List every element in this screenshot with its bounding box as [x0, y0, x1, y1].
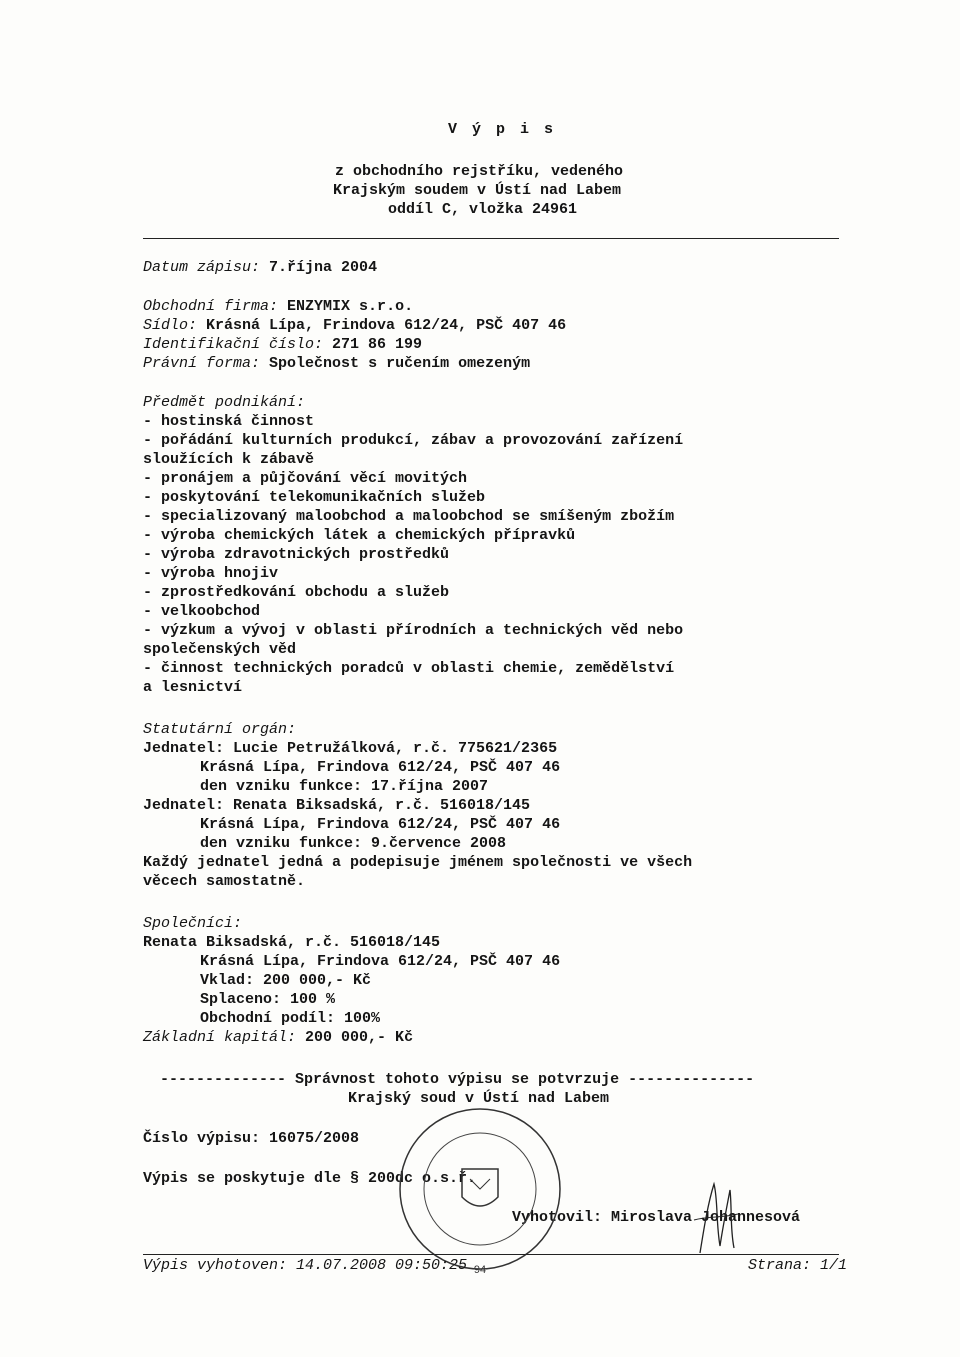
entry-date-value: 7.října 2004: [269, 259, 378, 276]
header-divider: [143, 238, 839, 239]
business-line: - hostinská činnost: [143, 413, 315, 430]
page-number: Strana: 1/1: [748, 1257, 848, 1274]
partner-line: Krásná Lípa, Frindova 612/24, PSČ 407 46: [155, 953, 561, 970]
coat-of-arms-icon: [462, 1169, 498, 1206]
company-seat-label: Sídlo:: [143, 317, 198, 334]
company-seat: [143, 316, 566, 335]
business-line: - pronájem a půjčování věcí movitých: [143, 470, 468, 487]
statutory-line: věcech samostatně.: [143, 873, 306, 890]
confirmation-line-1: -------------- Správnost tohoto výpisu se potvrzuje --------------: [160, 1071, 755, 1088]
business-line: společenských věd: [143, 641, 297, 658]
company-seat-value: Krásná Lípa, Frindova 612/24, PSČ 407 46: [206, 317, 567, 334]
statutory-line: den vzniku funkce: 17.října 2007: [155, 778, 489, 795]
document-title: V ý p i s: [448, 121, 557, 138]
extract-number-value: 16075/2008: [269, 1130, 360, 1147]
company-name-value: ENZYMIX s.r.o.: [287, 298, 414, 315]
register-line-1: z obchodního rejstříku, vedeného: [335, 163, 624, 180]
business-line: - výroba hnojiv: [143, 565, 279, 582]
partners-label: Společníci:: [143, 915, 243, 932]
statutory-line: Jednatel: Renata Biksadská, r.č. 516018/145: [143, 797, 531, 814]
business-line: sloužících k zábavě: [143, 451, 315, 468]
statutory-line: Každý jednatel jedná a podepisuje jménem společnosti ve všech: [143, 854, 693, 871]
business-line: - výroba zdravotnických prostředků: [143, 546, 450, 563]
capital-value: 200 000,- Kč: [305, 1029, 414, 1046]
business-line: - specializovaný maloobchod a maloobchod se smíšeným zbožím: [143, 508, 675, 525]
prepared-date: Výpis vyhotoven: 14.07.2008 09:50:25: [143, 1257, 468, 1274]
signature: [690, 1178, 740, 1258]
footer-divider: [143, 1254, 839, 1255]
business-line: a lesnictví: [143, 679, 243, 696]
entry-date-label: Datum zápisu:: [143, 259, 261, 276]
partner-line: Obchodní podíl: 100%: [155, 1010, 381, 1027]
statutory-label: Statutární orgán:: [143, 721, 297, 738]
confirmation-line-2: Krajský soud v Ústí nad Labem: [348, 1090, 610, 1107]
company-name: [143, 297, 413, 316]
partner-line: Splaceno: 100 %: [155, 991, 336, 1008]
company-name-label: Obchodní firma:: [143, 298, 279, 315]
company-id-value: 271 86 199: [332, 336, 423, 353]
capital-label: Základní kapitál:: [143, 1029, 297, 1046]
extract-number: [143, 1129, 359, 1148]
provided-by-law: Výpis se poskytuje dle § 200dc o.s.ř.: [143, 1170, 477, 1187]
registered-capital: [143, 1028, 413, 1047]
entry-date: [143, 258, 377, 277]
business-line: - poskytování telekomunikačních služeb: [143, 489, 486, 506]
stamp-number: 94: [473, 1264, 487, 1276]
extract-number-label: Číslo výpisu:: [143, 1130, 261, 1147]
business-line: - zprostředkování obchodu a služeb: [143, 584, 450, 601]
statutory-line: Jednatel: Lucie Petružálková, r.č. 775621/2365: [143, 740, 558, 757]
company-legal-form: [143, 354, 530, 373]
statutory-line: den vzniku funkce: 9.července 2008: [155, 835, 507, 852]
register-line-2: Krajským soudem v Ústí nad Labem: [333, 182, 622, 199]
statutory-line: Krásná Lípa, Frindova 612/24, PSČ 407 46: [155, 816, 561, 833]
legal-form-value: Společnost s ručením omezeným: [269, 355, 531, 372]
statutory-line: Krásná Lípa, Frindova 612/24, PSČ 407 46: [155, 759, 561, 776]
company-id: [143, 335, 422, 354]
prepared-by: Vyhotovil: Miroslava Johannesová: [512, 1209, 801, 1226]
legal-form-label: Právní forma:: [143, 355, 261, 372]
business-line: - výroba chemických látek a chemických přípravků: [143, 527, 576, 544]
business-line: - činnost technických poradců v oblasti chemie, zemědělství: [143, 660, 675, 677]
business-label: Předmět podnikání:: [143, 394, 306, 411]
company-id-label: Identifikační číslo:: [143, 336, 324, 353]
business-line: - pořádání kulturních produkcí, zábav a provozování zařízení: [143, 432, 684, 449]
register-line-3: oddíl C, vložka 24961: [388, 201, 578, 218]
partner-line: Renata Biksadská, r.č. 516018/145: [143, 934, 441, 951]
business-line: - výzkum a vývoj v oblasti přírodních a technických věd nebo: [143, 622, 684, 639]
business-line: - velkoobchod: [143, 603, 261, 620]
partner-line: Vklad: 200 000,- Kč: [155, 972, 372, 989]
